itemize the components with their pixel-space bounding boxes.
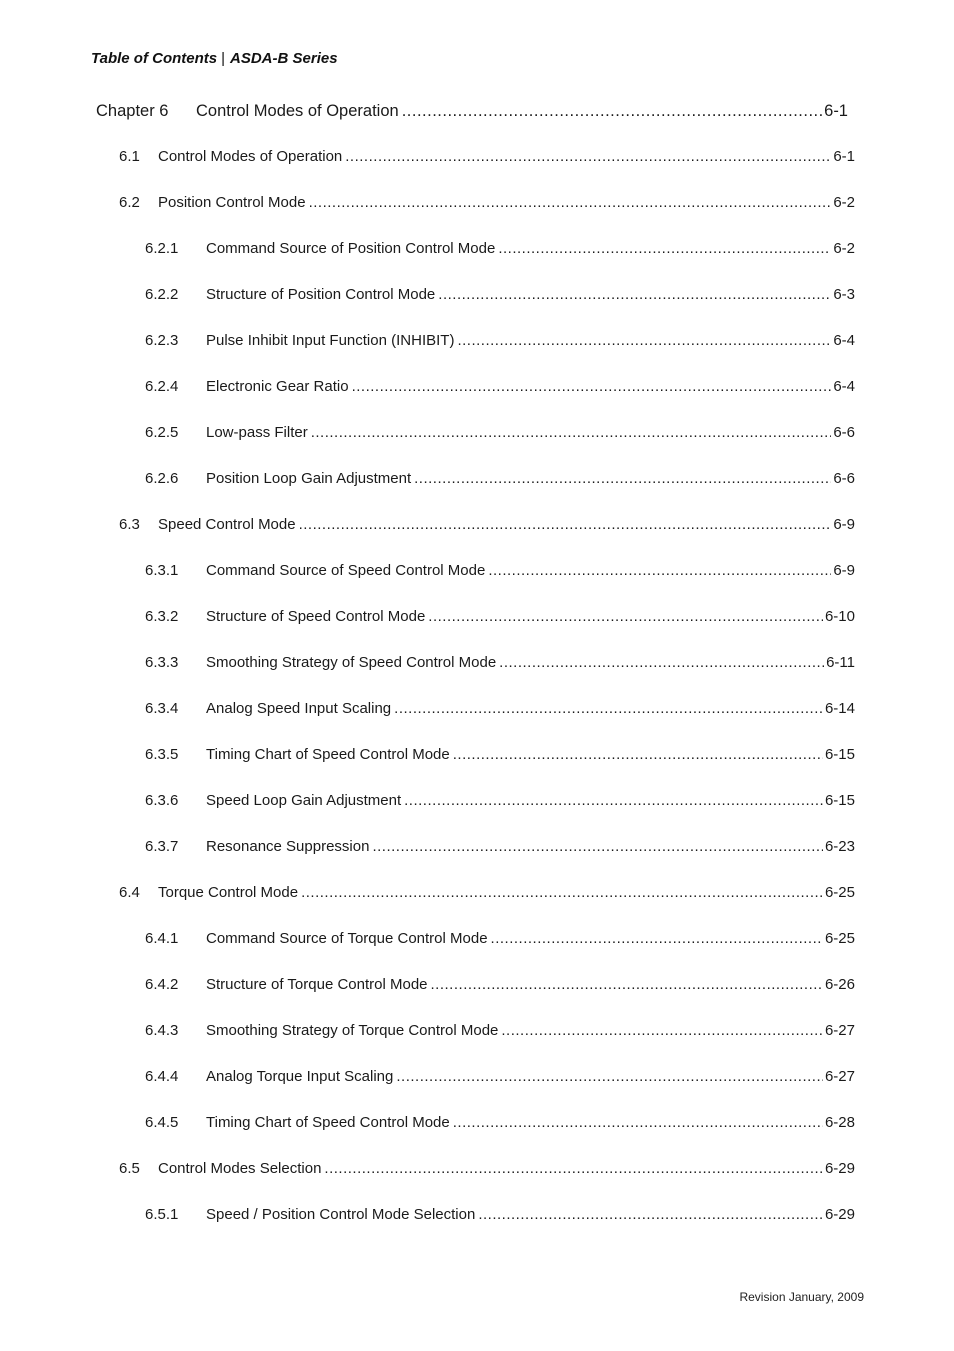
dot-leader (345, 148, 831, 165)
toc-entry-page: 6-15 (824, 746, 855, 763)
toc-entry-page: 6-9 (833, 516, 855, 533)
toc-entry-number: 6.4.3 (145, 1022, 179, 1039)
toc-entry-page: 6-25 (824, 884, 855, 901)
toc-entry-title: Resonance Suppression (206, 838, 370, 855)
dot-leader (499, 654, 824, 671)
toc-entry-page: 6-14 (824, 700, 855, 717)
dot-leader (299, 516, 832, 533)
dot-leader (394, 700, 823, 717)
dot-leader (498, 240, 831, 257)
toc-entry-number: 6.5.1 (145, 1206, 179, 1223)
toc-entry-title: Timing Chart of Speed Control Mode (206, 1114, 450, 1131)
toc-section-entry[interactable] (119, 148, 855, 170)
toc-subsection-entry[interactable] (145, 240, 855, 262)
toc-subsection-entry[interactable] (145, 332, 855, 354)
toc-entry-title: Smoothing Strategy of Speed Control Mode (206, 654, 497, 671)
toc-subsection-entry[interactable] (145, 286, 855, 308)
toc-entry-title: Smoothing Strategy of Torque Control Mode (206, 1022, 499, 1039)
dot-leader (431, 976, 823, 993)
toc-entry-number: 6.3.1 (145, 562, 179, 579)
toc-entry-title: Control Modes of Operation (196, 102, 399, 120)
toc-entry-title: Speed / Position Control Mode Selection (206, 1206, 476, 1223)
toc-entry-number: 6.2.5 (145, 424, 179, 441)
dot-leader (453, 1114, 823, 1131)
toc-entry-number: 6.3 (119, 516, 140, 533)
toc-subsection-entry[interactable] (145, 976, 855, 998)
toc-entry-number: 6.3.7 (145, 838, 179, 855)
toc-entry-number: 6.4.4 (145, 1068, 179, 1085)
toc-subsection-entry[interactable] (145, 1114, 855, 1136)
toc-entry-number: 6.4.1 (145, 930, 179, 947)
toc-entry-number: 6.2 (119, 194, 140, 211)
toc-subsection-entry[interactable] (145, 1068, 855, 1090)
toc-entry-title: Analog Torque Input Scaling (206, 1068, 394, 1085)
toc-section-entry[interactable] (119, 1160, 855, 1182)
toc-entry-title: Torque Control Mode (158, 884, 299, 901)
toc-entry-title: Analog Speed Input Scaling (206, 700, 392, 717)
toc-entry-number: 6.1 (119, 148, 140, 165)
dot-leader (501, 1022, 823, 1039)
toc-subsection-entry[interactable] (145, 792, 855, 814)
toc-entry-page: 6-9 (833, 562, 855, 579)
toc-entry-title: Timing Chart of Speed Control Mode (206, 746, 450, 763)
toc-entry-page: 6-3 (833, 286, 855, 303)
toc-subsection-entry[interactable] (145, 654, 855, 676)
toc-entry-title: Low-pass Filter (206, 424, 308, 441)
toc-entry-title: Structure of Torque Control Mode (206, 976, 428, 993)
dot-leader (404, 792, 823, 809)
toc-entry-page: 6-4 (833, 332, 855, 349)
dot-leader (324, 1160, 823, 1177)
toc-subsection-entry[interactable] (145, 746, 855, 768)
toc-entry-number: 6.4 (119, 884, 140, 901)
toc-subsection-entry[interactable] (145, 1022, 855, 1044)
toc-subsection-entry[interactable] (145, 470, 855, 492)
toc-subsection-entry[interactable] (145, 930, 855, 952)
toc-entry-page: 6-1 (833, 148, 855, 165)
toc-subsection-entry[interactable] (145, 1206, 855, 1228)
toc-entry-number: 6.2.1 (145, 240, 179, 257)
dot-leader (301, 884, 823, 901)
toc-entry-page: 6-6 (833, 424, 855, 441)
toc-entry-title: Speed Control Mode (158, 516, 296, 533)
toc-entry-page: 6-28 (824, 1114, 855, 1131)
dot-leader (352, 378, 832, 395)
toc-entry-page: 6-23 (824, 838, 855, 855)
dot-leader (428, 608, 823, 625)
toc-entry-page: 6-26 (824, 976, 855, 993)
toc-section-entry[interactable] (119, 884, 855, 906)
toc-entry-page: 6-27 (824, 1022, 855, 1039)
toc-entry-number: 6.2.4 (145, 378, 179, 395)
header-series: ASDA-B Series (230, 50, 338, 67)
page-header (91, 50, 338, 67)
toc-entry-number: 6.3.2 (145, 608, 179, 625)
toc-entry-page: 6-4 (833, 378, 855, 395)
toc-subsection-entry[interactable] (145, 562, 855, 584)
toc-entry-page: 6-2 (833, 240, 855, 257)
toc-entry-title: Control Modes Selection (158, 1160, 322, 1177)
toc-subsection-entry[interactable] (145, 700, 855, 722)
toc-entry-page: 6-25 (824, 930, 855, 947)
toc-subsection-entry[interactable] (145, 838, 855, 860)
dot-leader (438, 286, 831, 303)
toc-entry-title: Position Control Mode (158, 194, 306, 211)
toc-entry-page: 6-15 (824, 792, 855, 809)
toc-entry-page: 6-1 (824, 102, 848, 120)
toc-entry-page: 6-27 (824, 1068, 855, 1085)
toc-entry-title: Speed Loop Gain Adjustment (206, 792, 402, 809)
dot-leader (414, 470, 831, 487)
toc-entry-title: Command Source of Torque Control Mode (206, 930, 488, 947)
toc-entry-number: 6.3.3 (145, 654, 179, 671)
toc-entry-page: 6-6 (833, 470, 855, 487)
toc-entry-number: Chapter 6 (96, 102, 169, 120)
dot-leader (396, 1068, 823, 1085)
dot-leader (491, 930, 823, 947)
toc-subsection-entry[interactable] (145, 424, 855, 446)
dot-leader (478, 1206, 823, 1223)
toc-subsection-entry[interactable] (145, 378, 855, 400)
dot-leader (372, 838, 823, 855)
toc-entry-number: 6.4.2 (145, 976, 179, 993)
toc-entry-number: 6.3.5 (145, 746, 179, 763)
revision-footer: Revision January, 2009 (739, 1290, 864, 1304)
dot-leader (311, 424, 832, 441)
toc-entry-title: Command Source of Position Control Mode (206, 240, 496, 257)
toc-entry-number: 6.4.5 (145, 1114, 179, 1131)
toc-entry-title: Structure of Speed Control Mode (206, 608, 426, 625)
toc-entry-page: 6-11 (826, 654, 855, 671)
toc-entry-page: 6-29 (824, 1206, 855, 1223)
toc-subsection-entry[interactable] (145, 608, 855, 630)
dot-leader (309, 194, 832, 211)
toc-section-entry[interactable] (119, 516, 855, 538)
toc-section-entry[interactable] (119, 194, 855, 216)
toc-entry-title: Structure of Position Control Mode (206, 286, 436, 303)
toc-entry-number: 6.3.4 (145, 700, 179, 717)
toc-entry-number: 6.2.6 (145, 470, 179, 487)
dot-leader (453, 746, 823, 763)
toc-entry-page: 6-10 (824, 608, 855, 625)
toc-entry-title: Position Loop Gain Adjustment (206, 470, 412, 487)
toc-entry-title: Command Source of Speed Control Mode (206, 562, 486, 579)
toc-chapter-entry[interactable] (96, 102, 848, 124)
header-title: Table of Contents (91, 50, 218, 67)
toc-entry-number: 6.3.6 (145, 792, 179, 809)
dot-leader (488, 562, 831, 579)
toc-entry-title: Control Modes of Operation (158, 148, 343, 165)
toc-entry-page: 6-29 (824, 1160, 855, 1177)
header-separator: | (221, 50, 226, 67)
dot-leader (457, 332, 831, 349)
toc-entry-number: 6.5 (119, 1160, 140, 1177)
toc-entry-number: 6.2.3 (145, 332, 179, 349)
toc-entry-number: 6.2.2 (145, 286, 179, 303)
toc-entry-title: Electronic Gear Ratio (206, 378, 349, 395)
toc-entry-page: 6-2 (833, 194, 855, 211)
toc-entry-title: Pulse Inhibit Input Function (INHIBIT) (206, 332, 455, 349)
dot-leader (402, 102, 822, 121)
